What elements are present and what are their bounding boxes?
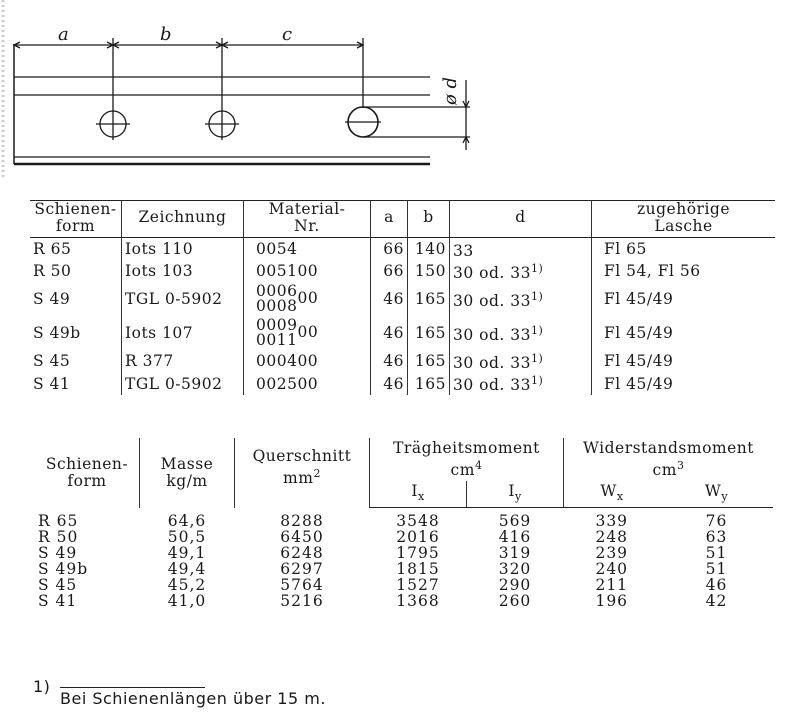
cell-material: 000400 bbox=[244, 350, 371, 372]
col-header-masse: Masse kg/m bbox=[140, 438, 235, 508]
cell-masse: 49,1 bbox=[167, 544, 207, 563]
querschnitt-label: Querschnitt bbox=[252, 447, 352, 465]
cell-ix: 1815 bbox=[396, 560, 440, 579]
cell-lasche: Fl 45/49 bbox=[592, 316, 776, 350]
cell-lasche: Fl 54, Fl 56 bbox=[592, 260, 776, 282]
col-header-b: b bbox=[408, 201, 450, 238]
cell-form: S 45 bbox=[38, 576, 78, 595]
cell-a: 46 bbox=[371, 282, 408, 316]
footnote-mark: 1) bbox=[33, 677, 51, 696]
footnote-rule bbox=[60, 687, 205, 688]
cell-b: 140 bbox=[408, 238, 450, 261]
cell-form: R 65 bbox=[33, 240, 72, 259]
cell-form: S 49b bbox=[38, 560, 89, 579]
cell-masse: 41,0 bbox=[167, 592, 207, 611]
cell-zeichnung: TGL 0-5902 bbox=[122, 372, 244, 394]
table-row bbox=[30, 350, 775, 372]
table-row bbox=[30, 316, 775, 350]
cell-d: 30 od. 33$^{1)}$ bbox=[450, 260, 592, 282]
cell-a: 46 bbox=[371, 350, 408, 372]
col-header-wx: $W_x$ bbox=[564, 481, 661, 508]
table-row bbox=[30, 238, 775, 261]
cell-d: 30 od. 33$^{1)}$ bbox=[450, 372, 592, 394]
table-row bbox=[35, 508, 773, 530]
cell-querschnitt: 5216 bbox=[280, 592, 324, 611]
table-row bbox=[35, 577, 773, 593]
cell-a: 66 bbox=[371, 238, 408, 261]
cell-ix: 2016 bbox=[396, 528, 440, 547]
footnote-text: Bei Schienenlängen über 15 m. bbox=[60, 689, 326, 708]
col-header-lasche: zugehörige Lasche bbox=[592, 201, 776, 238]
cell-wx: 211 bbox=[595, 576, 629, 595]
cell-material: 002500 bbox=[244, 372, 371, 394]
cell-d: 30 od. 33$^{1)}$ bbox=[450, 316, 592, 350]
cell-masse: 45,2 bbox=[167, 576, 207, 595]
cell-wy: 51 bbox=[705, 560, 728, 579]
col-header-zeichnung: Zeichnung bbox=[122, 201, 244, 238]
cell-lasche: Fl 45/49 bbox=[592, 282, 776, 316]
cell-iy: 260 bbox=[498, 592, 532, 611]
cell-lasche: Fl 45/49 bbox=[592, 350, 776, 372]
cell-form: S 49 bbox=[38, 544, 78, 563]
cell-form: R 65 bbox=[38, 512, 79, 530]
cell-querschnitt: 6297 bbox=[280, 560, 324, 579]
cell-a: 66 bbox=[371, 260, 408, 282]
cell-form: S 49 bbox=[33, 290, 71, 309]
cell-querschnitt: 8288 bbox=[280, 512, 324, 530]
cell-wx: 240 bbox=[595, 560, 629, 579]
cell-a: 46 bbox=[371, 316, 408, 350]
cell-b: 165 bbox=[408, 350, 450, 372]
cell-d: 33 bbox=[450, 238, 592, 261]
cell-wy: 42 bbox=[705, 592, 728, 611]
table-row bbox=[30, 282, 775, 316]
cell-zeichnung: R 377 bbox=[122, 350, 244, 372]
cell-material: 0009 001100 bbox=[244, 316, 371, 350]
cell-iy: 319 bbox=[498, 544, 532, 563]
cell-zeichnung: Iots 110 bbox=[122, 238, 244, 261]
dim-label-b: b bbox=[160, 24, 172, 45]
cell-wy: 46 bbox=[705, 576, 728, 595]
cell-b: 165 bbox=[408, 372, 450, 394]
widerstand-label: Widerstandsmoment bbox=[582, 439, 754, 457]
table-header-row bbox=[30, 201, 775, 238]
dim-label-a: a bbox=[58, 24, 69, 45]
col-header-form: Schienen- form bbox=[45, 455, 129, 490]
cell-ix: 3548 bbox=[396, 512, 440, 531]
cell-masse: 49,4 bbox=[167, 560, 207, 579]
cell-querschnitt: 6450 bbox=[280, 528, 324, 547]
cell-d: 30 od. 33$^{1)}$ bbox=[450, 350, 592, 372]
rail-properties-table bbox=[35, 438, 773, 609]
traegheit-exp: 4 bbox=[474, 459, 483, 472]
col-header-iy: $I_y$ bbox=[467, 481, 564, 508]
col-header-material: Material- Nr. bbox=[244, 201, 371, 238]
cell-lasche: Fl 45/49 bbox=[592, 372, 776, 394]
traegheit-unit: cm bbox=[450, 461, 475, 480]
cell-wy: 51 bbox=[705, 544, 728, 563]
cell-lasche: Fl 65 bbox=[592, 238, 776, 261]
cell-iy: 290 bbox=[498, 576, 532, 595]
col-header-widerstand bbox=[564, 438, 774, 481]
rail-dimensions-table bbox=[30, 200, 775, 395]
cell-form: S 45 bbox=[33, 352, 71, 371]
cell-wx: 339 bbox=[595, 512, 629, 531]
col-header-traegheit bbox=[370, 438, 564, 481]
cell-b: 165 bbox=[408, 316, 450, 350]
cell-wx: 239 bbox=[595, 544, 629, 563]
cell-wy: 63 bbox=[705, 528, 728, 547]
cell-wx: 248 bbox=[595, 528, 629, 547]
widerstand-exp: 3 bbox=[676, 459, 685, 472]
table-row bbox=[35, 561, 773, 577]
cell-zeichnung: Iots 103 bbox=[122, 260, 244, 282]
cell-form: S 41 bbox=[38, 592, 78, 611]
cell-material: 0006 000800 bbox=[244, 282, 371, 316]
cell-masse: 64,6 bbox=[167, 512, 207, 530]
cell-ix: 1527 bbox=[396, 576, 440, 595]
table-row bbox=[35, 529, 773, 545]
dim-label-d: ø d bbox=[440, 76, 461, 105]
cell-iy: 416 bbox=[498, 528, 532, 547]
table-row bbox=[30, 260, 775, 282]
cell-ix: 1795 bbox=[396, 544, 440, 563]
cell-iy: 320 bbox=[498, 560, 532, 579]
cell-form: S 41 bbox=[33, 374, 71, 393]
cell-masse: 50,5 bbox=[167, 528, 207, 547]
table-row bbox=[30, 372, 775, 394]
cell-form: R 50 bbox=[38, 528, 79, 547]
cell-form: R 50 bbox=[33, 262, 72, 281]
cell-zeichnung: TGL 0-5902 bbox=[122, 282, 244, 316]
traegheit-label: Trägheitsmoment bbox=[393, 439, 540, 457]
cell-ix: 1368 bbox=[396, 592, 440, 611]
col-header-a: a bbox=[371, 201, 408, 238]
col-header-form: Schienen- form bbox=[34, 200, 117, 235]
cell-d: 30 od. 33$^{1)}$ bbox=[450, 282, 592, 316]
cell-iy: 569 bbox=[498, 512, 532, 531]
dim-label-c: c bbox=[282, 24, 293, 45]
querschnitt-unit: mm bbox=[283, 469, 314, 488]
col-header-d: d bbox=[450, 201, 592, 238]
col-header-ix: $I_x$ bbox=[370, 481, 467, 508]
cell-querschnitt: 6248 bbox=[280, 544, 324, 563]
col-header-querschnitt bbox=[235, 438, 370, 508]
cell-material: 0054 bbox=[244, 238, 371, 261]
table-row bbox=[35, 593, 773, 609]
table-header-row bbox=[35, 438, 773, 481]
cell-a: 46 bbox=[371, 372, 408, 394]
table-row bbox=[35, 545, 773, 561]
rail-drawing bbox=[0, 0, 800, 180]
querschnitt-exp: 2 bbox=[313, 467, 321, 480]
cell-zeichnung: Iots 107 bbox=[122, 316, 244, 350]
cell-b: 150 bbox=[408, 260, 450, 282]
cell-wy: 76 bbox=[705, 512, 728, 531]
cell-material: 005100 bbox=[244, 260, 371, 282]
cell-querschnitt: 5764 bbox=[280, 576, 324, 595]
widerstand-unit: cm bbox=[652, 461, 677, 480]
cell-b: 165 bbox=[408, 282, 450, 316]
cell-form: S 49b bbox=[33, 324, 81, 343]
cell-wx: 196 bbox=[595, 592, 629, 611]
col-header-wy: $W_y$ bbox=[660, 481, 773, 508]
